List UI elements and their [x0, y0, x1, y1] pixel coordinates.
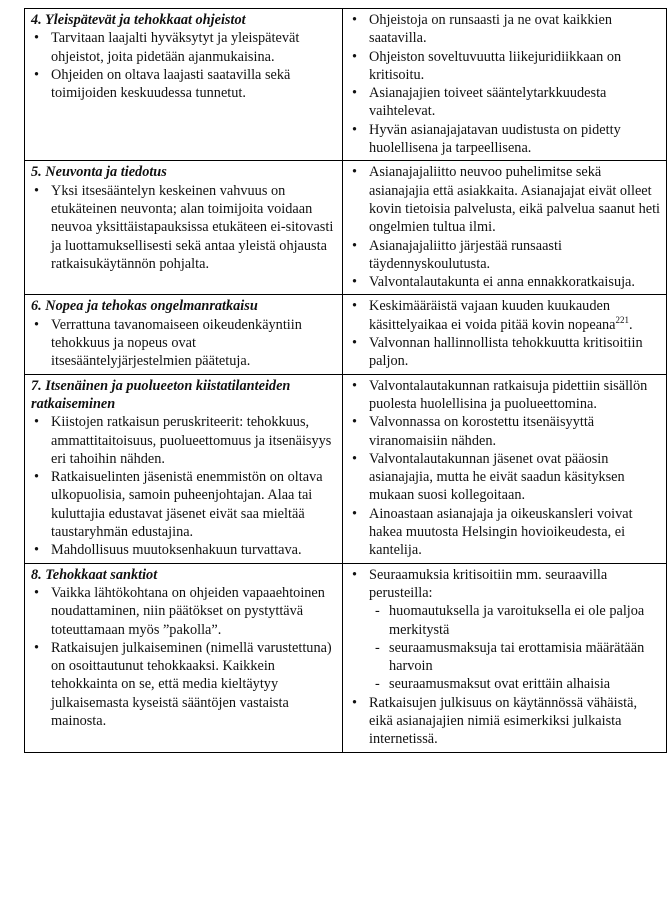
table-row [25, 9, 667, 161]
list-item: • Ratkaisuelinten jäsenistä enemmistön on oltava ulkopuolisia, samoin puheenjohtajan. Alaa tai kuluttajia edustavat jäsenet eivät saa mieltää taustaryhmän edustajina. [31, 468, 336, 541]
criterion-cell [25, 9, 343, 161]
list-item: • Valvonnassa on korostettu itsenäisyyttä viranomaisiin nähden. [349, 413, 660, 450]
list-item: • Ratkaisujen julkaiseminen (nimellä varustettuna) on osoittautunut tehokkaaksi. Kaikkein tehokkainta on se, että media kieltäytyy julkaisemasta kyseistä sääntöjen vastaista mainosta. [31, 639, 336, 730]
list-item: • Kiistojen ratkaisun peruskriteerit: tehokkuus, ammattitaitoisuus, puolueettomuus ja itsenäisyys eri tahoihin nähden. [31, 413, 336, 468]
list-item-text: • Seuraamuksia kritisoitiin mm. seuraavilla perusteilla: [369, 566, 608, 601]
list-item: • Vaikka lähtökohtana on ohjeiden vapaaehtoinen noudattaminen, niin päätökset on pystyttävä toteuttamaan myös ”pakolla”. [31, 584, 336, 639]
table-row [25, 563, 667, 752]
evaluation-table [24, 8, 667, 753]
list-item: • Asianajajaliitto järjestää runsaasti täydennyskoulutusta. [349, 237, 660, 274]
footnote-ref[interactable]: 221 [615, 314, 630, 325]
sub-list-item: - huomautuksella ja varoituksella ei ole paljoa merkitystä [369, 602, 660, 639]
assessment-cell [343, 161, 667, 295]
assessment-cell [343, 563, 667, 752]
list-item: • Ratkaisujen julkisuus on käytännössä vähäistä, eikä asianajajien nimiä esimerkiksi julkaista internetissä. [349, 694, 660, 749]
list-item: • Tarvitaan laajalti hyväksytyt ja yleispätevät ohjeistot, joita pidetään ajanmukaisina. [31, 29, 336, 66]
criterion-heading: 4. Yleispätevät ja tehokkaat ohjeistot [31, 12, 246, 28]
criterion-cell [25, 374, 343, 563]
sub-list-item: - seuraamusmaksut ovat erittäin alhaisia [369, 675, 660, 693]
list-item: • Asianajajien toiveet sääntelytarkkuudesta vaihtelevat. [349, 84, 660, 121]
table-row [25, 295, 667, 374]
criterion-cell [25, 563, 343, 752]
sub-list-item: - seuraamusmaksuja tai erottamisia määrätään harvoin [369, 639, 660, 676]
list-item-text: Keskimääräistä vajaan kuuden kuukauden käsittelyaikaa ei voida pitää kovin nopeana [369, 298, 616, 333]
document-page [24, 8, 661, 753]
criterion-cell [25, 295, 343, 374]
criterion-heading: 8. Tehokkaat sanktiot [31, 566, 158, 583]
assessment-cell [343, 374, 667, 563]
criterion-heading: 6. Nopea ja tehokas ongelmanratkaisu [31, 298, 258, 315]
list-item: • Asianajajaliitto neuvoo puhelimitse sekä asianajajia että asiakkaita. Asianajajat eivät olleet kovin tietoisia palvelusta, eikä palvelua saanut heti ongelmien tultua ilmi. [349, 163, 660, 236]
list-item: • Hyvän asianajajatavan uudistusta on pidetty huolellisena ja tarpeellisena. [349, 121, 660, 158]
criterion-cell [25, 161, 343, 295]
list-item: • Ohjeiston soveltuvuutta liikejuridiikkaan on kritisoitu. [349, 48, 660, 85]
list-item: • Mahdollisuus muutoksenhakuun turvattava. [31, 541, 336, 559]
table-row [25, 161, 667, 295]
list-item: • Valvontalautakunnan ratkaisuja pidettiin sisällön puolesta huolellisina ja puolueettomina. [349, 377, 660, 414]
list-item [349, 566, 660, 694]
assessment-cell [343, 9, 667, 161]
list-item: • Valvontalautakunnan jäsenet ovat pääosin asianajajia, mutta he eivät saadun käsityksen mukaan suosi kollegoitaan. [349, 450, 660, 505]
list-item: • Ainoastaan asianajaja ja oikeuskansleri voivat hakea muutosta Helsingin hovioikeudesta, ei kantelija. [349, 505, 660, 560]
list-item: • Yksi itsesääntelyn keskeinen vahvuus on etukäteinen neuvonta; alan toimijoita voidaan neuvoa yksittäistapauksissa etukäteen ei-sitovasti ja luottamuksellisesti sekä antaa yleistä ohjausta ratkaisukäytännön pohjalta. [31, 182, 336, 273]
list-item: • Keskimääräistä vajaan kuuden kuukauden käsittelyaikaa ei voida pitää kovin nopeana$^{221}$. [349, 297, 660, 334]
table-row [25, 374, 667, 563]
criterion-heading: 5. Neuvonta ja tiedotus [31, 164, 167, 181]
list-item: • Valvontalautakunta ei anna ennakkoratkaisuja. [349, 273, 660, 291]
list-item: • Valvonnan hallinnollista tehokkuutta kritisoitiin paljon. [349, 334, 660, 371]
list-item: • Ohjeiden on oltava laajasti saatavilla sekä toimijoiden keskuudessa tunnetut. [31, 66, 336, 103]
sub-list [369, 602, 660, 693]
assessment-cell [343, 295, 667, 374]
criterion-heading: 7. Itsenäinen ja puolueeton kiistatilanteiden ratkaiseminen [31, 377, 291, 412]
list-item: • Ohjeistoja on runsaasti ja ne ovat kaikkien saatavilla. [349, 11, 660, 48]
list-item: • Verrattuna tavanomaiseen oikeudenkäyntiin tehokkuus ja nopeus ovat itsesääntelyjärjestelmien päätetuja. [31, 316, 336, 371]
